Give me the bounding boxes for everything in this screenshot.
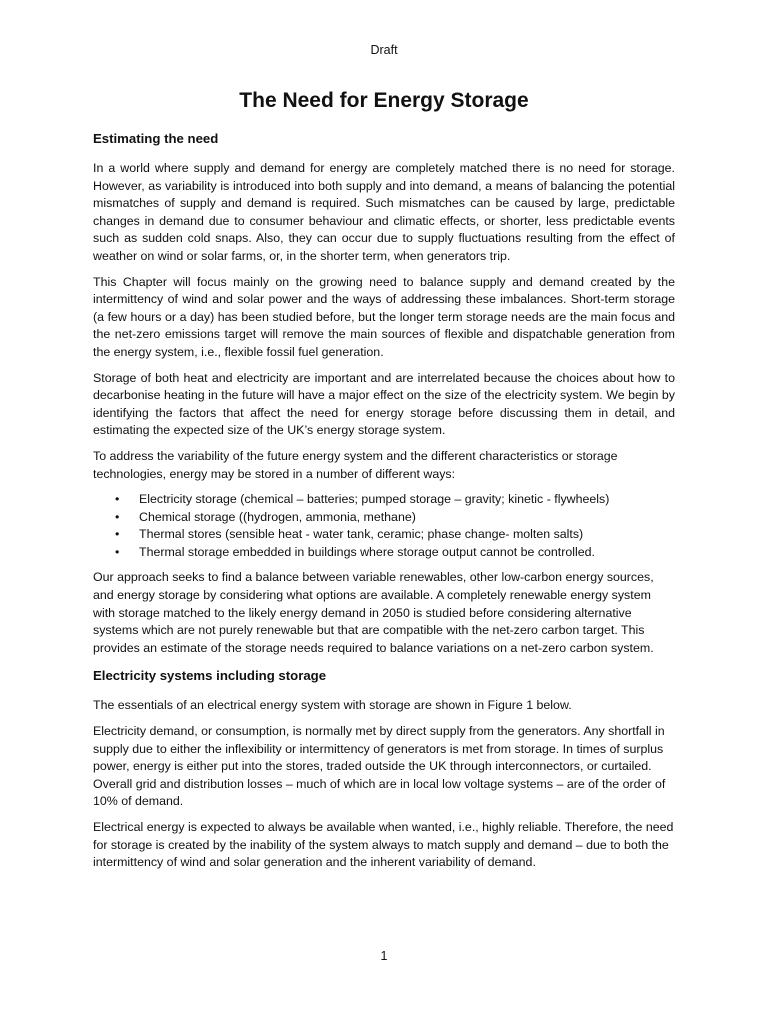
bullet-marker: • [115,544,120,559]
list-item [93,509,675,527]
page-header: Draft [370,43,398,57]
paragraph: The essentials of an electrical energy system with storage are shown in Figure 1 below. [93,698,572,713]
paragraph: Electricity demand, or consumption, is normally met by direct supply from the generators. Any shortfall in supply due to either the inflexibility or intermittency of generators is met from storage. In times of surplus power, energy is either put into the stores, traded outside the UK through interconnectors, or curtailed. Overall grid and distribution losses – much of which are in local low voltage systems – are of the order of 10% of demand. [93,724,666,809]
bullet-marker: • [115,509,120,524]
storage-types-list [93,491,675,561]
paragraph: This Chapter will focus mainly on the growing need to balance supply and demand created by the intermittency of wind and solar power and the ways of addressing these imbalances. Short-term storage (a few hours or a day) has been studied before, but the longer term storage needs are the main focus and the net-zero emissions target will remove the main sources of flexible and dispatchable generation from the energy system, i.e., flexible fossil fuel generation. [93,274,675,359]
bullet-marker: • [115,527,120,542]
page-number: 1 [380,949,388,963]
list-item-text: Chemical storage ((hydrogen, ammonia, methane) [139,509,416,524]
list-item [93,526,675,544]
paragraph: In a world where supply and demand for energy are completely matched there is no need for storage. However, as variability is introduced into both supply and into demand, a means of balancing the potential mismatches of supply and demand is required. Such mismatches can be caused by large, predictable changes in demand due to consumer behaviour and climatic effects, or shorter, less predictable events such as sudden cold snaps. Also, they can occur due to supply fluctuations resulting from the effect of weather on wind or solar farms, or, in the shorter term, when generators trip. [93,161,675,263]
paragraph: To address the variability of the future energy system and the different characteristics or storage technologies, energy may be stored in a number of different ways: [93,448,618,481]
list-item [93,544,675,562]
section-heading-electricity-systems: Electricity systems including storage [93,668,327,684]
paragraph: Storage of both heat and electricity are important and are interrelated because the choices about how to decarbonise heating in the future will have a major effect on the size of the electricity system. We begin by identifying the factors that affect the need for energy storage before discussing them in detail, and estimating the expected size of the UK’s energy storage system. [93,370,675,438]
document-body [93,88,675,880]
document-title: The Need for Energy Storage [239,89,529,112]
list-item-text: Thermal storage embedded in buildings where storage output cannot be controlled. [139,544,595,559]
paragraph: Our approach seeks to find a balance between variable renewables, other low-carbon energy sources, and energy storage by considering what options are available. A completely renewable energy system with storage matched to the likely energy demand in 2050 is studied before considering alternative systems which are not purely renewable but that are compatible with the net-zero carbon target. This provides an estimate of the storage needs required to balance variations on a net-zero carbon system. [93,570,654,655]
bullet-marker: • [115,492,120,507]
list-item-text: Electricity storage (chemical – batteries; pumped storage – gravity; kinetic - flywheels) [139,492,610,507]
paragraph: Electrical energy is expected to always be available when wanted, i.e., highly reliable. Therefore, the need for storage is created by the inability of the system always to match supply and demand – due to both the intermittency of wind and solar generation and the inherent variability of demand. [93,820,674,870]
list-item-text: Thermal stores (sensible heat - water tank, ceramic; phase change- molten salts) [139,527,584,542]
list-item [93,491,675,509]
section-heading-estimating-need: Estimating the need [93,131,219,146]
